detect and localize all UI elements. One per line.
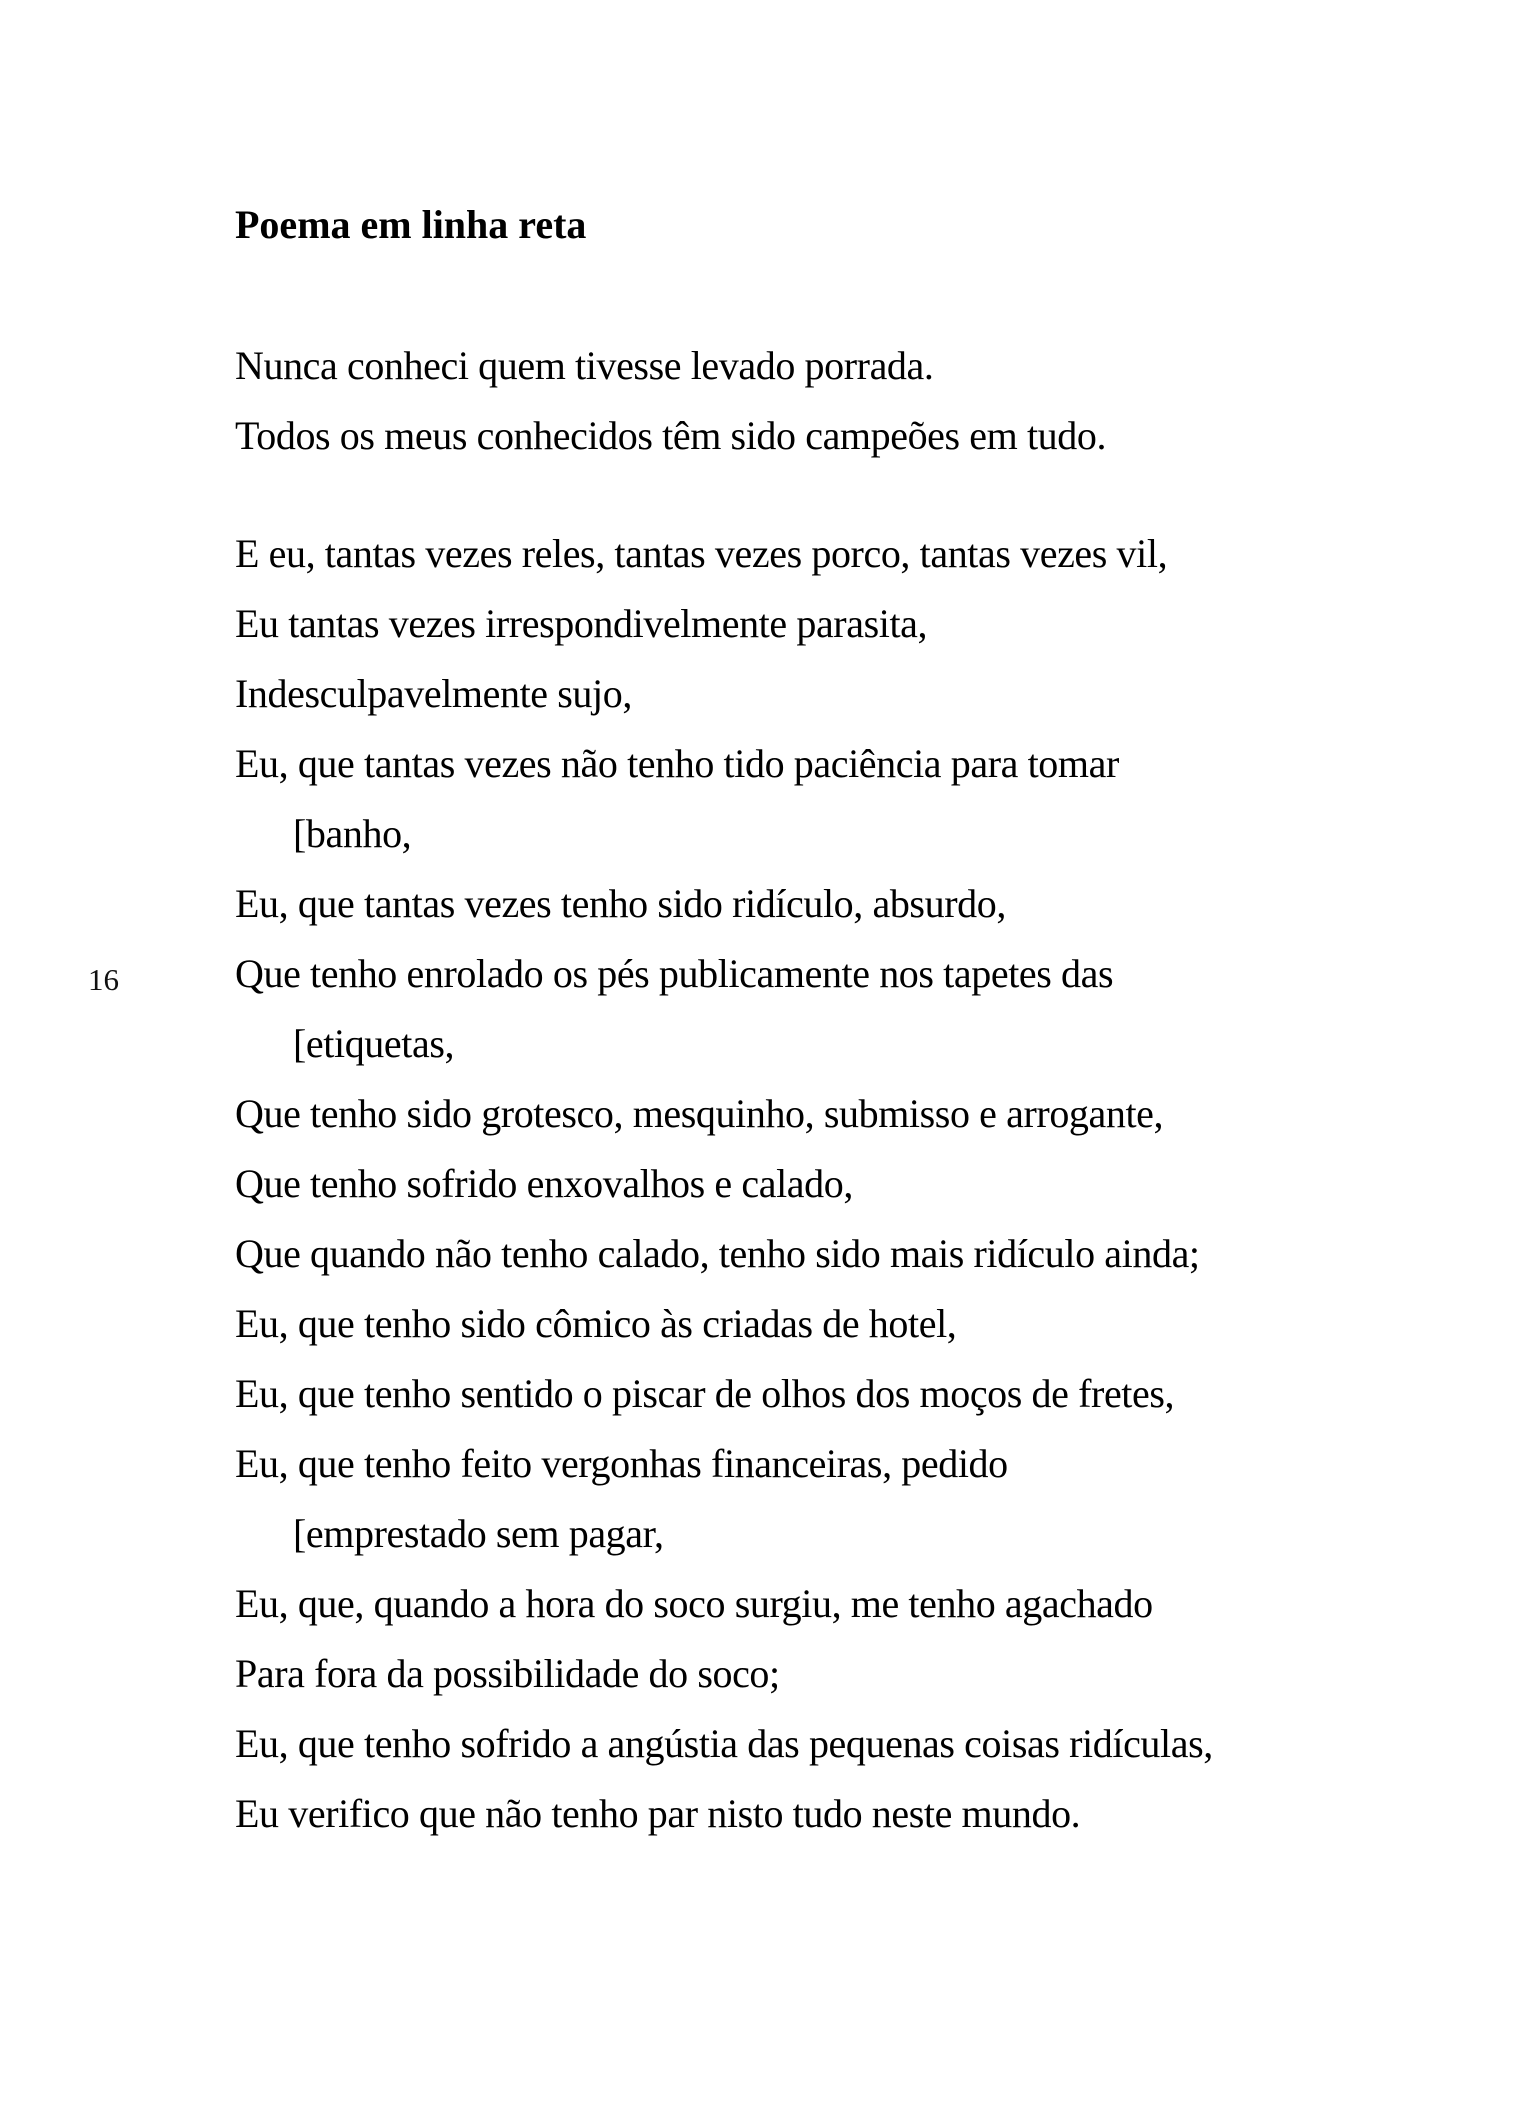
poem-line: Eu, que, quando a hora do soco surgiu, me tenho agachado [235,1581,1153,1626]
poem-line: Que tenho sofrido enxovalhos e calado, [235,1161,853,1206]
poem-line: E eu, tantas vezes reles, tantas vezes porco, tantas vezes vil, [235,531,1168,576]
poem-line: Eu, que tantas vezes tenho sido ridículo, absurdo, [235,881,1006,926]
poem-line: Indesculpavelmente sujo, [235,671,632,716]
poem-line: Para fora da possibilidade do soco; [235,1651,780,1696]
poem [235,190,1213,1849]
poem-line-continuation: [emprestado sem pagar, [293,1511,664,1556]
poem-line-continuation: [etiquetas, [293,1021,455,1066]
stanza [235,519,1213,1849]
poem-line-continuation: [banho, [293,811,412,856]
poem-line: Eu, que tantas vezes não tenho tido paciência para tomar [235,741,1119,786]
stanza [235,331,1213,471]
poem-line: Todos os meus conhecidos têm sido campeões em tudo. [235,413,1107,458]
poem-line: Eu, que tenho sofrido a angústia das pequenas coisas ridículas, [235,1721,1213,1766]
poem-line: Que tenho enrolado os pés publicamente nos tapetes das [235,951,1114,996]
poem-line: Eu, que tenho sentido o piscar de olhos dos moços de fretes, [235,1371,1175,1416]
poem-line: Eu tantas vezes irrespondivelmente parasita, [235,601,928,646]
poem-body [235,331,1213,1849]
poem-line: Nunca conheci quem tivesse levado porrada. [235,343,934,388]
poem-line: Que tenho sido grotesco, mesquinho, submisso e arrogante, [235,1091,1164,1136]
poem-line: Que quando não tenho calado, tenho sido mais ridículo ainda; [235,1231,1200,1276]
poem-line: Eu, que tenho sido cômico às criadas de hotel, [235,1301,957,1346]
poem-line: Eu, que tenho feito vergonhas financeiras, pedido [235,1441,1008,1486]
page-number: 16 [88,962,119,997]
poem-line: Eu verifico que não tenho par nisto tudo neste mundo. [235,1791,1081,1836]
poem-title: Poema em linha reta [235,202,587,247]
